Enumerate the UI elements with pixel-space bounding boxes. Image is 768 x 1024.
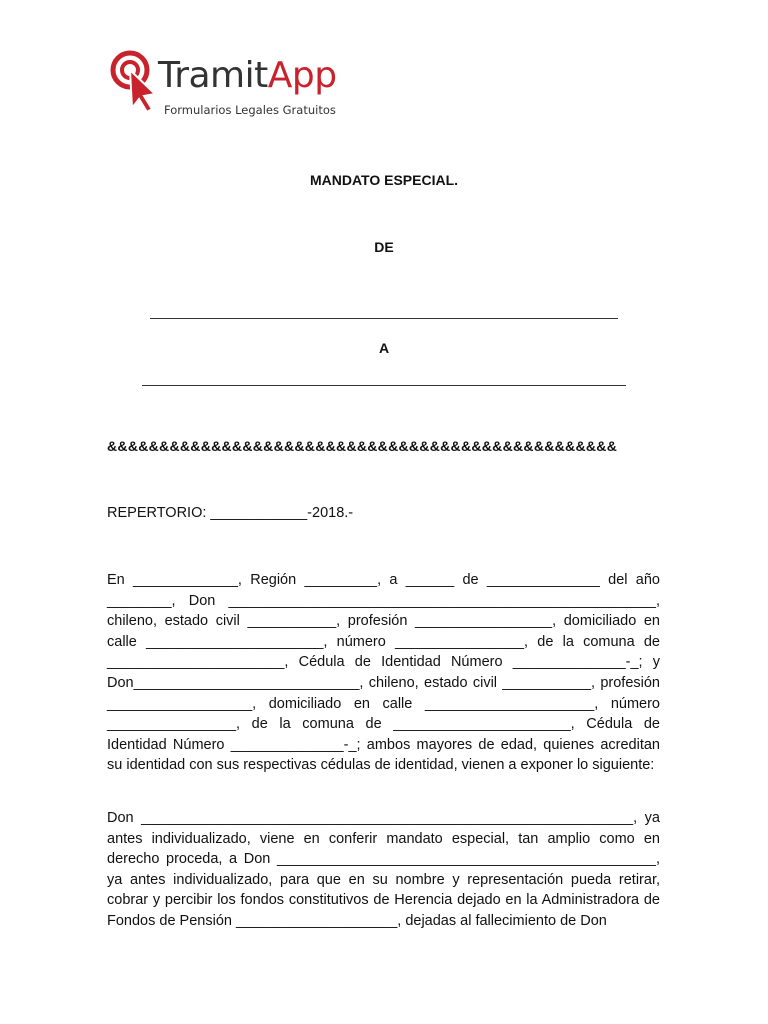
paragraph-mandato: Don _____________________________________________________________, ya antes individualizado, viene en conferir mandato especial, tan amplio como en derecho proceda, a Don _______________________________________________, ya antes individualizado, para que en su nombre y representación pueda retirar, cobrar y percibir los fondos constitutivos de Herencia dejado en la Administradora de Fondos de Pensión ____________________, dejadas al fallecimiento de Don	[107, 810, 660, 929]
a-label: A	[378, 340, 390, 356]
document-title: MANDATO ESPECIAL.	[309, 172, 459, 188]
logo-name-part2: App	[267, 55, 337, 96]
paragraph-comparecencia: En _____________, Región _________, a ______ de ______________ del año ________, Don _____________________________________________________, chileno, estado civil ___________, profesión _________________, domiciliado en calle ______________________, número ________________, de la comuna de ______________________, Cédula de Identidad Número ______________-_; y Don____________________________, chileno, estado civil ___________, profesión __________________, domiciliado en calle _____________________, número ________________, de la comuna de ______________________, Cédula de Identidad Número ______________-_; ambos mayores de edad, quienes acreditan su identidad con sus respectivas cédulas de identidad, vienen a exponer lo siguiente:	[107, 572, 660, 774]
logo-tagline: Formularios Legales Gratuitos	[164, 103, 336, 117]
cursor-target-icon	[110, 50, 162, 114]
logo-name-part1: Tramit	[158, 55, 268, 96]
separator-line: &&&&&&&&&&&&&&&&&&&&&&&&&&&&&&&&&&&&&&&&&&&&&&&&&	[107, 438, 618, 454]
a-name-line	[142, 385, 626, 386]
de-name-line	[150, 318, 618, 319]
de-label: DE	[374, 239, 394, 255]
tramitapp-logo	[110, 48, 350, 120]
repertorio-line: REPERTORIO: ____________-2018.-	[107, 505, 354, 521]
logo-name	[158, 56, 337, 96]
